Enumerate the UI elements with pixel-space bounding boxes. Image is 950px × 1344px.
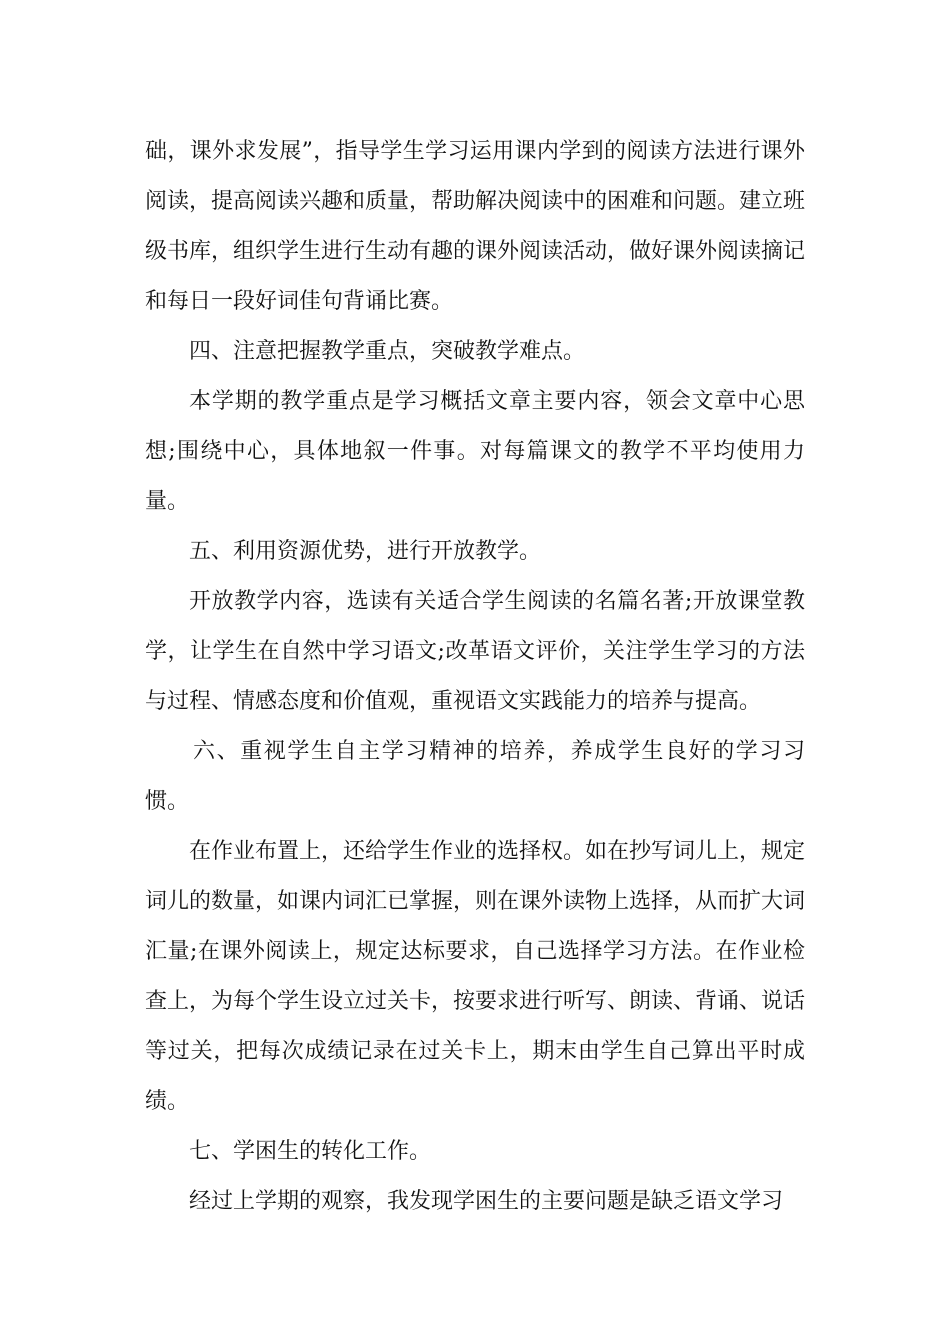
paragraph-continuation: 础，课外求发展”，指导学生学习运用课内学到的阅读方法进行课外阅读，提高阅读兴趣和质量，帮助解决阅读中的困难和问题。建立班级书库，组织学生进行生动有趣的课外阅读活动，做好课外阅读摘记和每日一段好词佳句背诵比赛。 — [145, 139, 806, 314]
document-body — [145, 127, 805, 1227]
section-heading-6: 六、重视学生自主学习精神的培养，养成学生良好的学习习惯。 — [145, 739, 805, 814]
paragraph-teaching-focus: 本学期的教学重点是学习概括文章主要内容，领会文章中心思想;围绕中心，具体地叙一件事。对每篇课文的教学不平均使用力量。 — [145, 389, 805, 514]
paragraph-homework: 在作业布置上，还给学生作业的选择权。如在抄写词儿上，规定词儿的数量，如课内词汇已掌握，则在课外读物上选择，从而扩大词汇量;在课外阅读上，规定达标要求，自己选择学习方法。在作业检查上，为每个学生设立过关卡，按要求进行听写、朗读、背诵、说话等过关，把每次成绩记录在过关卡上，期末由学生自己算出平时成绩。 — [145, 839, 806, 1114]
section-heading-7: 七、学困生的转化工作。 — [189, 1139, 432, 1164]
section-heading-4: 四、注意把握教学重点，突破教学难点。 — [189, 339, 586, 364]
section-heading-5: 五、利用资源优势，进行开放教学。 — [189, 539, 542, 564]
paragraph-open-teaching: 开放教学内容，选读有关适合学生阅读的名篇名著;开放课堂教学，让学生在自然中学习语文;改革语文评价，关注学生学习的方法与过程、情感态度和价值观，重视语文实践能力的培养与提高。 — [145, 589, 805, 714]
paragraph-struggling-students: 经过上学期的观察，我发现学困生的主要问题是缺乏语文学习 — [189, 1189, 784, 1214]
